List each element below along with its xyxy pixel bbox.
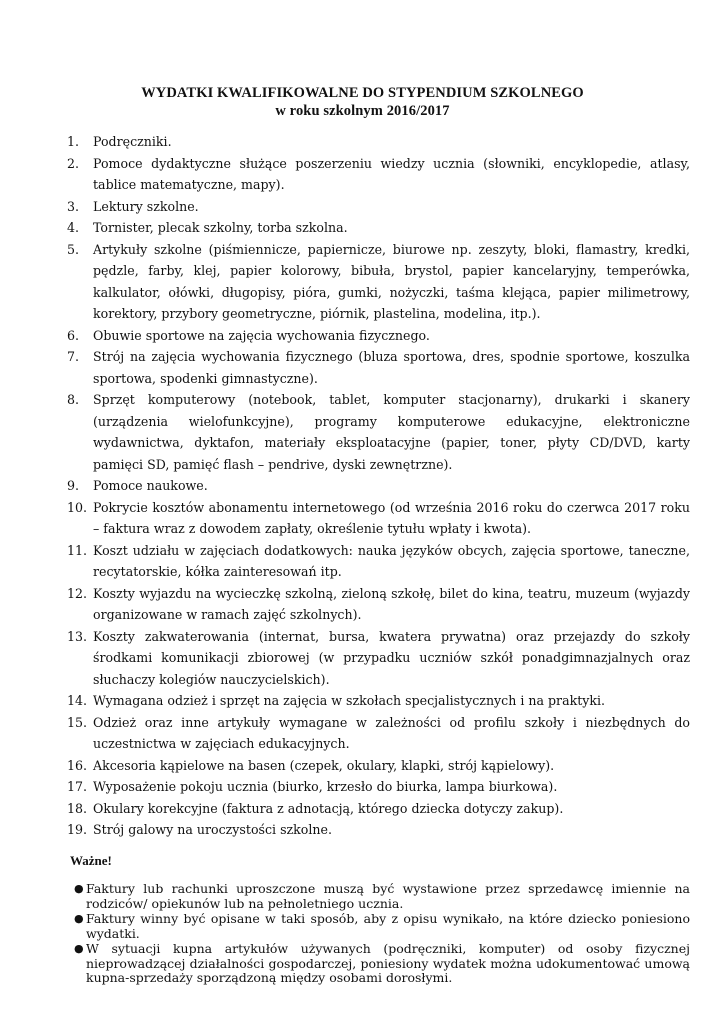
note-text: W sytuacji kupna artykułów używanych (podręczniki, komputer) od osoby fizycznej nieprowadzącej działalności gospodarczej, poniesiony wydatek można udokumentować umową kupna-sprzedaży sporządzoną między osobami dorosłymi.: [86, 941, 690, 985]
item-number: 11.: [67, 542, 88, 558]
list-item: [0, 325, 725, 347]
item-text: Sprzęt komputerowy (notebook, tablet, komputer stacjonarny), drukarki i skanery (urządzenia wielofunkcyjne), programy komputerowe edukacyjne, elektroniczne wydawnictwa, dyktafon, materiały eksploatacyjne (papier, toner, płyty CD/DVD, karty pamięci SD, pamięć flash – pendrive, dyski zewnętrzne).: [93, 392, 690, 472]
item-number: 1.: [67, 134, 80, 149]
item-text: Pokrycie kosztów abonamentu internetowego (od września 2016 roku do czerwca 2017 roku – faktura wraz z dowodem zapłaty, określenie tytułu wpłaty i kwota).: [93, 499, 690, 536]
item-text: Koszty zakwaterowania (internat, bursa, kwatera prywatna) oraz przejazdy do szkoły środkami komunikacji zbiorowej (w przypadku uczniów szkół ponadgimnazjalnych oraz słuchaczy kolegiów nauczycielskich).: [93, 628, 690, 687]
list-item: [0, 196, 725, 218]
important-notes: [0, 882, 725, 987]
item-text: Podręczniki.: [93, 134, 172, 149]
item-text: Obuwie sportowe na zajęcia wychowania fizycznego.: [93, 327, 430, 343]
list-item: [0, 690, 725, 712]
item-number: 19.: [67, 822, 88, 837]
list-item: [0, 389, 725, 475]
list-item: [0, 798, 725, 820]
bullet-icon: ●: [74, 912, 84, 925]
document-subtitle: w roku szkolnym 2016/2017: [275, 103, 450, 119]
item-number: 5.: [67, 241, 80, 257]
list-item: [0, 583, 725, 626]
note-text: Faktury winny być opisane w taki sposób, aby z opisu wynikało, na które dziecko poniesiono wydatki.: [86, 911, 690, 941]
bullet-icon: ●: [74, 882, 84, 895]
document-title: WYDATKI KWALIFIKOWALNE DO STYPENDIUM SZKOLNEGO: [141, 85, 584, 101]
list-item: [0, 712, 725, 755]
item-number: 13.: [67, 628, 88, 644]
list-item: [0, 755, 725, 777]
item-number: 12.: [67, 585, 88, 601]
list-item: [0, 776, 725, 798]
list-item: [0, 217, 725, 239]
item-number: 15.: [67, 714, 88, 730]
list-item: [0, 626, 725, 691]
item-number: 3.: [67, 198, 80, 214]
list-item: [0, 346, 725, 389]
note-item: [0, 912, 725, 941]
note-item: [0, 882, 725, 911]
item-number: 14.: [67, 693, 88, 708]
item-text: Pomoce dydaktyczne służące poszerzeniu wiedzy ucznia (słowniki, encyklopedie, atlasy, tablice matematyczne, mapy).: [93, 155, 690, 192]
item-number: 8.: [67, 392, 80, 407]
item-number: 7.: [67, 349, 80, 364]
list-item: [0, 239, 725, 325]
item-text: Strój na zajęcia wychowania fizycznego (bluza sportowa, dres, spodnie sportowe, koszulka sportowa, spodenki gimnastyczne).: [93, 349, 690, 386]
note-text: Faktury lub rachunki uproszczone muszą być wystawione przez sprzedawcę imiennie na rodziców/ opiekunów lub na pełnoletniego ucznia.: [86, 881, 690, 911]
list-item: [0, 497, 725, 540]
list-item: [0, 475, 725, 497]
item-text: Pomoce naukowe.: [93, 478, 208, 493]
item-text: Wyposażenie pokoju ucznia (biurko, krzesło do biurka, lampa biurkowa).: [93, 779, 558, 794]
item-number: 6.: [67, 327, 80, 343]
expense-list: [0, 131, 725, 841]
item-text: Lektury szkolne.: [93, 198, 199, 214]
item-text: Strój galowy na uroczystości szkolne.: [93, 822, 332, 837]
list-item: [0, 819, 725, 841]
item-text: Okulary korekcyjne (faktura z adnotacją, którego dziecka dotyczy zakup).: [93, 800, 564, 816]
important-heading: Ważne!: [70, 853, 112, 868]
list-item: [0, 540, 725, 583]
item-number: 17.: [67, 779, 88, 794]
item-text: Koszty wyjazdu na wycieczkę szkolną, zieloną szkołę, bilet do kina, teatru, muzeum (wyjazdy organizowane w ramach zajęć szkolnych).: [93, 585, 690, 622]
item-number: 9.: [67, 478, 80, 493]
list-item: [0, 131, 725, 153]
item-number: 16.: [67, 757, 88, 773]
item-text: Odzież oraz inne artykuły wymagane w zależności od profilu szkoły i niezbędnych do uczestnictwa w zajęciach edukacyjnych.: [93, 714, 690, 751]
item-text: Akcesoria kąpielowe na basen (czepek, okulary, klapki, strój kąpielowy).: [93, 757, 555, 773]
item-text: Koszt udziału w zajęciach dodatkowych: nauka języków obcych, zajęcia sportowe, taneczne, recytatorskie, kółka zainteresowań itp.: [93, 542, 690, 579]
bullet-icon: ●: [74, 942, 84, 955]
item-number: 2.: [67, 155, 80, 171]
note-item: [0, 942, 725, 986]
item-number: 10.: [67, 499, 88, 515]
item-number: 18.: [67, 800, 88, 816]
list-item: [0, 153, 725, 196]
item-text: Artykuły szkolne (piśmiennicze, papiernicze, biurowe np. zeszyty, bloki, flamastry, kredki, pędzle, farby, klej, papier kolorowy, bibuła, brystol, papier kancelaryjny, temperówka, kalkulator, ołówki, długopisy, pióra, gumki, nożyczki, taśma klejąca, papier milimetrowy, korektory, przybory geometryczne, piórnik, plastelina, modelina, itp.).: [93, 241, 690, 321]
item-number: 4.: [67, 220, 80, 235]
item-text: Tornister, plecak szkolny, torba szkolna.: [93, 220, 348, 235]
item-text: Wymagana odzież i sprzęt na zajęcia w szkołach specjalistycznych i na praktyki.: [93, 693, 606, 708]
